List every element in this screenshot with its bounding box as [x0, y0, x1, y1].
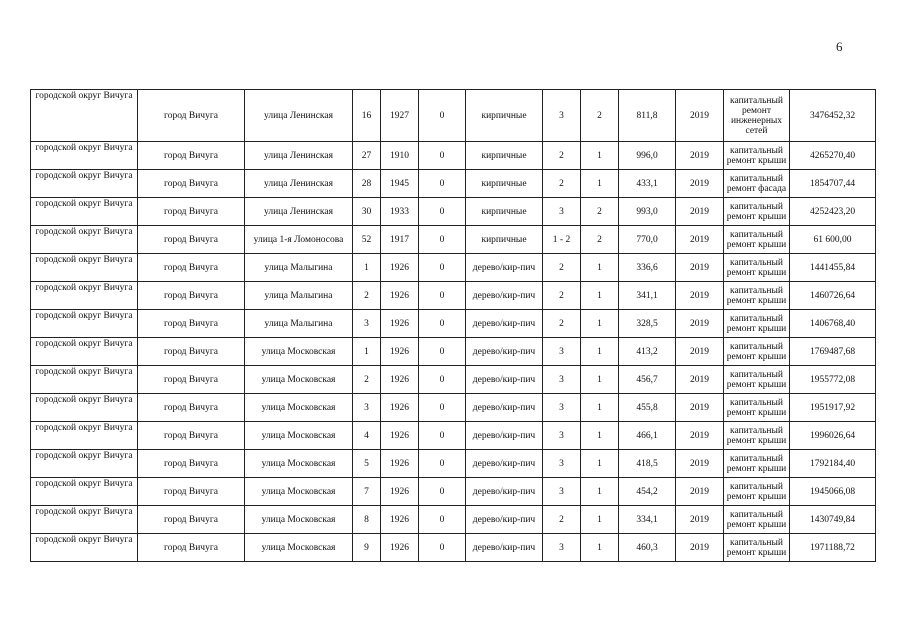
cell-house-number: 3	[353, 394, 381, 422]
table-row	[31, 198, 876, 226]
cell-work-type: капитальный ремонт крыши	[724, 478, 790, 506]
cell-build-year: 1926	[381, 478, 419, 506]
cell-build-year: 1926	[381, 254, 419, 282]
cell-wall-material: дерево/кир-пич	[466, 310, 543, 338]
cell-build-year: 1926	[381, 338, 419, 366]
table-row	[31, 338, 876, 366]
cell-area: 413,2	[619, 338, 676, 366]
cell-repair-year: 2019	[676, 478, 724, 506]
cell-locality: город Вичуга	[138, 450, 245, 478]
cell-area: 993,0	[619, 198, 676, 226]
cell-area: 770,0	[619, 226, 676, 254]
cell-locality: город Вичуга	[138, 506, 245, 534]
cell-house-number: 28	[353, 170, 381, 198]
cell-locality: город Вичуга	[138, 534, 245, 562]
cell-build-year: 1926	[381, 534, 419, 562]
cell-house-number: 52	[353, 226, 381, 254]
cell-repair-year: 2019	[676, 338, 724, 366]
cell-floors: 2	[543, 142, 581, 170]
cell-area: 334,1	[619, 506, 676, 534]
cell-area: 996,0	[619, 142, 676, 170]
cell-year-value: 0	[419, 170, 466, 198]
cell-cost: 1854707,44	[790, 170, 876, 198]
cell-entrances: 1	[581, 394, 619, 422]
cell-cost: 1951917,92	[790, 394, 876, 422]
housing-repair-table	[30, 89, 876, 562]
cell-wall-material: кирпичные	[466, 198, 543, 226]
cell-entrances: 1	[581, 478, 619, 506]
cell-entrances: 1	[581, 254, 619, 282]
cell-build-year: 1926	[381, 282, 419, 310]
cell-locality: город Вичуга	[138, 478, 245, 506]
cell-cost: 1406768,40	[790, 310, 876, 338]
cell-work-type: капитальный ремонт инженерных сетей	[724, 90, 790, 142]
cell-area: 466,1	[619, 422, 676, 450]
cell-year-value: 0	[419, 338, 466, 366]
table-row	[31, 282, 876, 310]
cell-build-year: 1917	[381, 226, 419, 254]
cell-municipality: городской округ Вичуга	[31, 310, 138, 338]
cell-entrances: 2	[581, 198, 619, 226]
cell-area: 433,1	[619, 170, 676, 198]
cell-locality: город Вичуга	[138, 198, 245, 226]
table-row	[31, 170, 876, 198]
cell-house-number: 3	[353, 310, 381, 338]
cell-locality: город Вичуга	[138, 226, 245, 254]
cell-year-value: 0	[419, 450, 466, 478]
cell-repair-year: 2019	[676, 422, 724, 450]
cell-year-value: 0	[419, 366, 466, 394]
table-row	[31, 534, 876, 562]
cell-wall-material: дерево/кир-пич	[466, 478, 543, 506]
cell-municipality: городской округ Вичуга	[31, 450, 138, 478]
cell-repair-year: 2019	[676, 198, 724, 226]
cell-year-value: 0	[419, 90, 466, 142]
cell-build-year: 1926	[381, 450, 419, 478]
cell-floors: 2	[543, 254, 581, 282]
cell-build-year: 1926	[381, 422, 419, 450]
cell-house-number: 2	[353, 366, 381, 394]
cell-street: улица 1-я Ломоносова	[245, 226, 353, 254]
cell-street: улица Московская	[245, 478, 353, 506]
cell-work-type: капитальный ремонт крыши	[724, 422, 790, 450]
cell-area: 460,3	[619, 534, 676, 562]
cell-floors: 3	[543, 394, 581, 422]
cell-repair-year: 2019	[676, 450, 724, 478]
cell-house-number: 30	[353, 198, 381, 226]
cell-municipality: городской округ Вичуга	[31, 338, 138, 366]
table-row	[31, 254, 876, 282]
cell-wall-material: дерево/кир-пич	[466, 338, 543, 366]
cell-house-number: 7	[353, 478, 381, 506]
cell-entrances: 2	[581, 90, 619, 142]
cell-locality: город Вичуга	[138, 394, 245, 422]
cell-municipality: городской округ Вичуга	[31, 534, 138, 562]
cell-area: 455,8	[619, 394, 676, 422]
table-row	[31, 226, 876, 254]
cell-cost: 1769487,68	[790, 338, 876, 366]
cell-repair-year: 2019	[676, 394, 724, 422]
cell-house-number: 4	[353, 422, 381, 450]
cell-locality: город Вичуга	[138, 338, 245, 366]
cell-work-type: капитальный ремонт крыши	[724, 450, 790, 478]
cell-work-type: капитальный ремонт крыши	[724, 282, 790, 310]
cell-floors: 1 - 2	[543, 226, 581, 254]
cell-municipality: городской округ Вичуга	[31, 226, 138, 254]
cell-locality: город Вичуга	[138, 422, 245, 450]
cell-locality: город Вичуга	[138, 282, 245, 310]
cell-house-number: 8	[353, 506, 381, 534]
cell-street: улица Ленинская	[245, 142, 353, 170]
cell-year-value: 0	[419, 478, 466, 506]
cell-build-year: 1945	[381, 170, 419, 198]
cell-year-value: 0	[419, 506, 466, 534]
cell-locality: город Вичуга	[138, 90, 245, 142]
table-row	[31, 478, 876, 506]
cell-street: улица Московская	[245, 422, 353, 450]
cell-cost: 1430749,84	[790, 506, 876, 534]
cell-repair-year: 2019	[676, 534, 724, 562]
table-row	[31, 506, 876, 534]
cell-floors: 3	[543, 422, 581, 450]
cell-wall-material: дерево/кир-пич	[466, 422, 543, 450]
cell-entrances: 1	[581, 366, 619, 394]
cell-cost: 1460726,64	[790, 282, 876, 310]
cell-wall-material: дерево/кир-пич	[466, 394, 543, 422]
cell-street: улица Ленинская	[245, 198, 353, 226]
table-row	[31, 310, 876, 338]
cell-cost: 1441455,84	[790, 254, 876, 282]
cell-year-value: 0	[419, 142, 466, 170]
cell-locality: город Вичуга	[138, 170, 245, 198]
cell-build-year: 1927	[381, 90, 419, 142]
cell-locality: город Вичуга	[138, 142, 245, 170]
cell-house-number: 1	[353, 338, 381, 366]
cell-locality: город Вичуга	[138, 310, 245, 338]
cell-cost: 61 600,00	[790, 226, 876, 254]
cell-municipality: городской округ Вичуга	[31, 506, 138, 534]
cell-work-type: капитальный ремонт крыши	[724, 506, 790, 534]
cell-entrances: 1	[581, 450, 619, 478]
cell-year-value: 0	[419, 394, 466, 422]
cell-year-value: 0	[419, 282, 466, 310]
cell-build-year: 1926	[381, 366, 419, 394]
cell-entrances: 1	[581, 506, 619, 534]
cell-repair-year: 2019	[676, 90, 724, 142]
cell-work-type: капитальный ремонт крыши	[724, 338, 790, 366]
cell-floors: 2	[543, 170, 581, 198]
cell-repair-year: 2019	[676, 366, 724, 394]
cell-area: 456,7	[619, 366, 676, 394]
cell-house-number: 16	[353, 90, 381, 142]
cell-floors: 3	[543, 90, 581, 142]
cell-floors: 3	[543, 338, 581, 366]
cell-area: 418,5	[619, 450, 676, 478]
cell-build-year: 1926	[381, 394, 419, 422]
cell-municipality: городской округ Вичуга	[31, 90, 138, 142]
cell-street: улица Московская	[245, 506, 353, 534]
cell-municipality: городской округ Вичуга	[31, 254, 138, 282]
cell-repair-year: 2019	[676, 506, 724, 534]
cell-wall-material: кирпичные	[466, 90, 543, 142]
cell-work-type: капитальный ремонт крыши	[724, 254, 790, 282]
cell-street: улица Московская	[245, 394, 353, 422]
cell-house-number: 1	[353, 254, 381, 282]
cell-floors: 3	[543, 478, 581, 506]
cell-year-value: 0	[419, 254, 466, 282]
cell-year-value: 0	[419, 226, 466, 254]
cell-street: улица Московская	[245, 338, 353, 366]
cell-municipality: городской округ Вичуга	[31, 394, 138, 422]
cell-wall-material: кирпичные	[466, 226, 543, 254]
cell-entrances: 1	[581, 282, 619, 310]
cell-municipality: городской округ Вичуга	[31, 422, 138, 450]
cell-house-number: 27	[353, 142, 381, 170]
cell-wall-material: дерево/кир-пич	[466, 366, 543, 394]
cell-floors: 3	[543, 450, 581, 478]
cell-build-year: 1933	[381, 198, 419, 226]
cell-cost: 1996026,64	[790, 422, 876, 450]
table-row	[31, 142, 876, 170]
cell-municipality: городской округ Вичуга	[31, 366, 138, 394]
cell-street: улица Московская	[245, 450, 353, 478]
table-row	[31, 422, 876, 450]
cell-municipality: городской округ Вичуга	[31, 170, 138, 198]
table-row	[31, 450, 876, 478]
cell-work-type: капитальный ремонт крыши	[724, 534, 790, 562]
cell-cost: 1971188,72	[790, 534, 876, 562]
cell-entrances: 2	[581, 226, 619, 254]
cell-build-year: 1910	[381, 142, 419, 170]
cell-year-value: 0	[419, 310, 466, 338]
cell-work-type: капитальный ремонт крыши	[724, 142, 790, 170]
cell-year-value: 0	[419, 534, 466, 562]
cell-wall-material: дерево/кир-пич	[466, 254, 543, 282]
cell-work-type: капитальный ремонт крыши	[724, 366, 790, 394]
cell-area: 336,6	[619, 254, 676, 282]
cell-repair-year: 2019	[676, 310, 724, 338]
cell-locality: город Вичуга	[138, 254, 245, 282]
cell-entrances: 1	[581, 338, 619, 366]
cell-repair-year: 2019	[676, 170, 724, 198]
cell-street: улица Ленинская	[245, 170, 353, 198]
cell-house-number: 5	[353, 450, 381, 478]
table-body	[31, 90, 876, 562]
table-row	[31, 90, 876, 142]
cell-street: улица Московская	[245, 366, 353, 394]
page-number: 6	[836, 39, 843, 54]
cell-area: 811,8	[619, 90, 676, 142]
cell-area: 454,2	[619, 478, 676, 506]
cell-wall-material: дерево/кир-пич	[466, 282, 543, 310]
cell-build-year: 1926	[381, 506, 419, 534]
cell-municipality: городской округ Вичуга	[31, 142, 138, 170]
cell-wall-material: дерево/кир-пич	[466, 534, 543, 562]
cell-work-type: капитальный ремонт крыши	[724, 226, 790, 254]
cell-cost: 3476452,32	[790, 90, 876, 142]
cell-entrances: 1	[581, 170, 619, 198]
cell-repair-year: 2019	[676, 142, 724, 170]
cell-work-type: капитальный ремонт крыши	[724, 198, 790, 226]
cell-municipality: городской округ Вичуга	[31, 478, 138, 506]
cell-street: улица Московская	[245, 534, 353, 562]
cell-locality: город Вичуга	[138, 366, 245, 394]
cell-municipality: городской округ Вичуга	[31, 198, 138, 226]
cell-street: улица Малыгина	[245, 310, 353, 338]
cell-floors: 3	[543, 198, 581, 226]
cell-floors: 2	[543, 506, 581, 534]
cell-street: улица Ленинская	[245, 90, 353, 142]
cell-repair-year: 2019	[676, 282, 724, 310]
cell-floors: 3	[543, 534, 581, 562]
cell-area: 341,1	[619, 282, 676, 310]
cell-cost: 1792184,40	[790, 450, 876, 478]
cell-work-type: капитальный ремонт фасада	[724, 170, 790, 198]
cell-wall-material: кирпичные	[466, 142, 543, 170]
cell-repair-year: 2019	[676, 226, 724, 254]
cell-entrances: 1	[581, 534, 619, 562]
cell-year-value: 0	[419, 198, 466, 226]
cell-floors: 2	[543, 310, 581, 338]
table-row	[31, 366, 876, 394]
cell-entrances: 1	[581, 422, 619, 450]
cell-cost: 4265270,40	[790, 142, 876, 170]
cell-wall-material: дерево/кир-пич	[466, 450, 543, 478]
cell-cost: 1955772,08	[790, 366, 876, 394]
cell-floors: 3	[543, 366, 581, 394]
cell-work-type: капитальный ремонт крыши	[724, 310, 790, 338]
cell-wall-material: кирпичные	[466, 170, 543, 198]
cell-build-year: 1926	[381, 310, 419, 338]
cell-year-value: 0	[419, 422, 466, 450]
cell-entrances: 1	[581, 310, 619, 338]
cell-house-number: 9	[353, 534, 381, 562]
cell-cost: 4252423,20	[790, 198, 876, 226]
cell-floors: 2	[543, 282, 581, 310]
cell-area: 328,5	[619, 310, 676, 338]
cell-work-type: капитальный ремонт крыши	[724, 394, 790, 422]
cell-wall-material: дерево/кир-пич	[466, 506, 543, 534]
cell-house-number: 2	[353, 282, 381, 310]
cell-street: улица Малыгина	[245, 254, 353, 282]
cell-repair-year: 2019	[676, 254, 724, 282]
cell-cost: 1945066,08	[790, 478, 876, 506]
cell-entrances: 1	[581, 142, 619, 170]
table-row	[31, 394, 876, 422]
cell-municipality: городской округ Вичуга	[31, 282, 138, 310]
cell-street: улица Малыгина	[245, 282, 353, 310]
